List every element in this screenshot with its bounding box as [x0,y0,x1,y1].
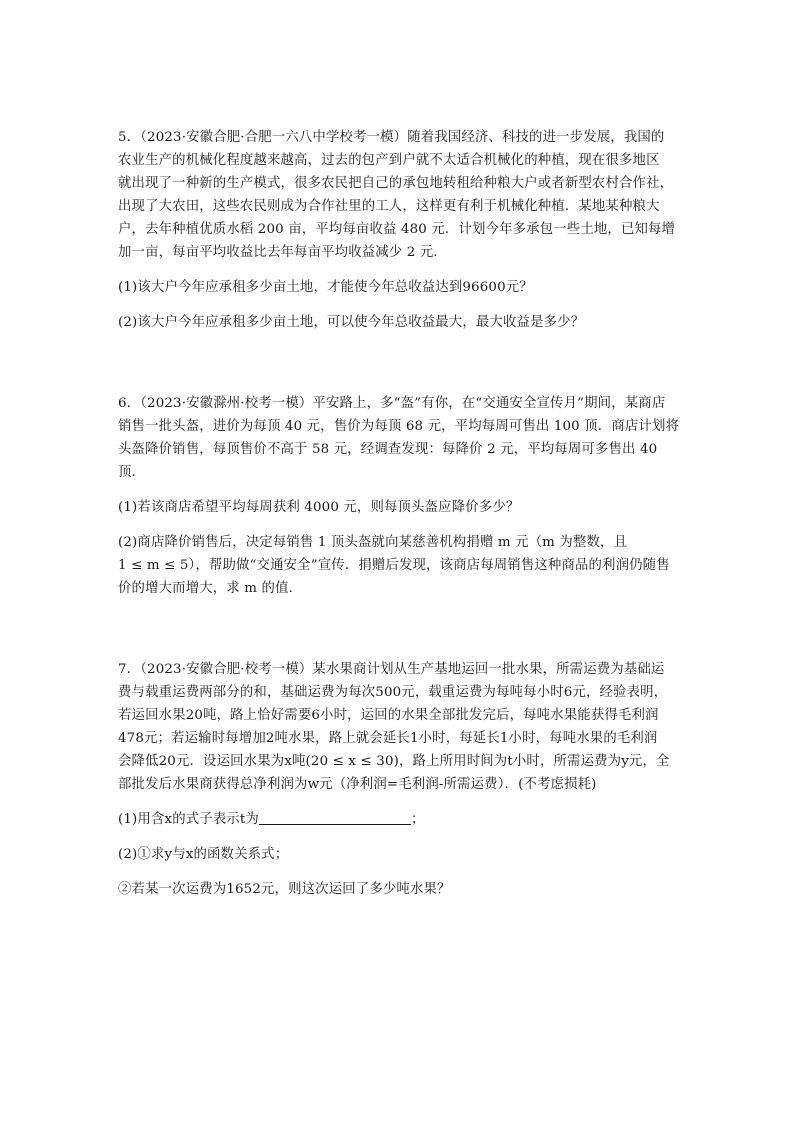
problem-6-line-4: 顶． [118,465,146,480]
problem-7-line-6: 部批发后水果商获得总净利润为w元（净利润=毛利润-所需运费）．(不考虑损耗) [118,777,597,792]
problem-5-question-2: (2)该大户今年应承租多少亩土地，可以使今年总收益最大，最大收益是多少？ [118,315,585,330]
problem-6-question-2-line-3: 价的增大而增大，求 m 的值． [118,581,303,596]
problem-6-question-1: (1)若该商店希望平均每周获利 4000 元，则每顶头盔应降价多少？ [118,500,520,515]
problem-7-question-1 [118,808,678,831]
problem-5-line-5: 户，去年种植优质水稻 200 亩，平均每亩收益 480 元．计划今年多承包一些土地，已知每增 [118,222,676,237]
worksheet-page [118,126,678,901]
problem-7-question-2b: ②若某一次运费为1652元，则这次运回了多少吨水果？ [118,882,451,897]
problem-6-question-2-line-2: 1 ≤ m ≤ 5），帮助做“交通安全”宣传．捐赠后发现，该商店每周销售这种商品的利润仍随售 [118,558,670,573]
answer-blank[interactable] [259,810,411,825]
problem-7-question-2a: (2)①求y与x的函数关系式； [118,847,289,862]
problem-5-line-4: 出现了大农田，这些农民则成为合作社里的工人，这样更有利于机械化种植．某地某种粮大 [118,199,660,214]
problem-7 [118,658,678,901]
problem-5-line-1: 5．（2023·安徽合肥·合肥一六八中学校考一模）随着我国经济、科技的进一步发展，我国的 [118,130,665,145]
problem-6-line-1: 6．（2023·安徽滁州·校考一模）平安路上，多“盔”有你，在“交通安全宣传月”期间，某商店 [118,396,666,411]
problem-5 [118,126,678,334]
problem-7-question-1-prefix: (1)用含x的式子表示t为 [118,812,259,827]
problem-6-line-3: 头盔降价销售，每顶售价不高于 58 元，经调查发现：每降价 2 元，平均每周可多售出 40 [118,442,658,457]
problem-5-line-3: 就出现了一种新的生产模式，很多农民把自己的承包地转租给种粮大户或者新型农村合作社， [118,176,674,191]
problem-6-question-2-line-1: (2)商店降价销售后，决定每销售 1 顶头盔就向某慈善机构捐赠 m 元（m 为整数，且 [118,535,628,550]
problem-7-line-3: 若运回水果20吨，路上恰好需要6小时，运回的水果全部批发完后，每吨水果能获得毛利润 [118,708,659,723]
problem-7-line-2: 费与载重运费两部分的和，基础运费为每次500元，载重运费为每吨每小时6元，经验表明， [118,685,668,700]
problem-5-line-6: 加一亩，每亩平均收益比去年每亩平均收益减少 2 元． [118,245,447,260]
problem-5-question-1: (1)该大户今年应承租多少亩土地，才能使今年总收益达到96600元？ [118,280,533,295]
problem-7-line-5: 会降低20元．设运回水果为x吨(20 ≤ x ≤ 30)，路上所用时间为t小时，所需运费为y元，全 [118,754,670,769]
problem-7-question-1-suffix: ； [410,812,425,827]
problem-6-line-2: 销售一批头盔，进价为每顶 40 元，售价为每顶 68 元，平均每周可售出 100 顶．商店计划将 [118,419,680,434]
problem-6 [118,392,678,600]
problem-7-line-1: 7．（2023·安徽合肥·校考一模）某水果商计划从生产基地运回一批水果，所需运费为基础运 [118,662,665,677]
problem-7-line-4: 478元；若运输时每增加2吨水果，路上就会延长1小时，每延长1小时，每吨水果的毛利润 [118,731,658,746]
problem-5-line-2: 农业生产的机械化程度越来越高，过去的包产到户就不太适合机械化的种植，现在很多地区 [118,153,660,168]
